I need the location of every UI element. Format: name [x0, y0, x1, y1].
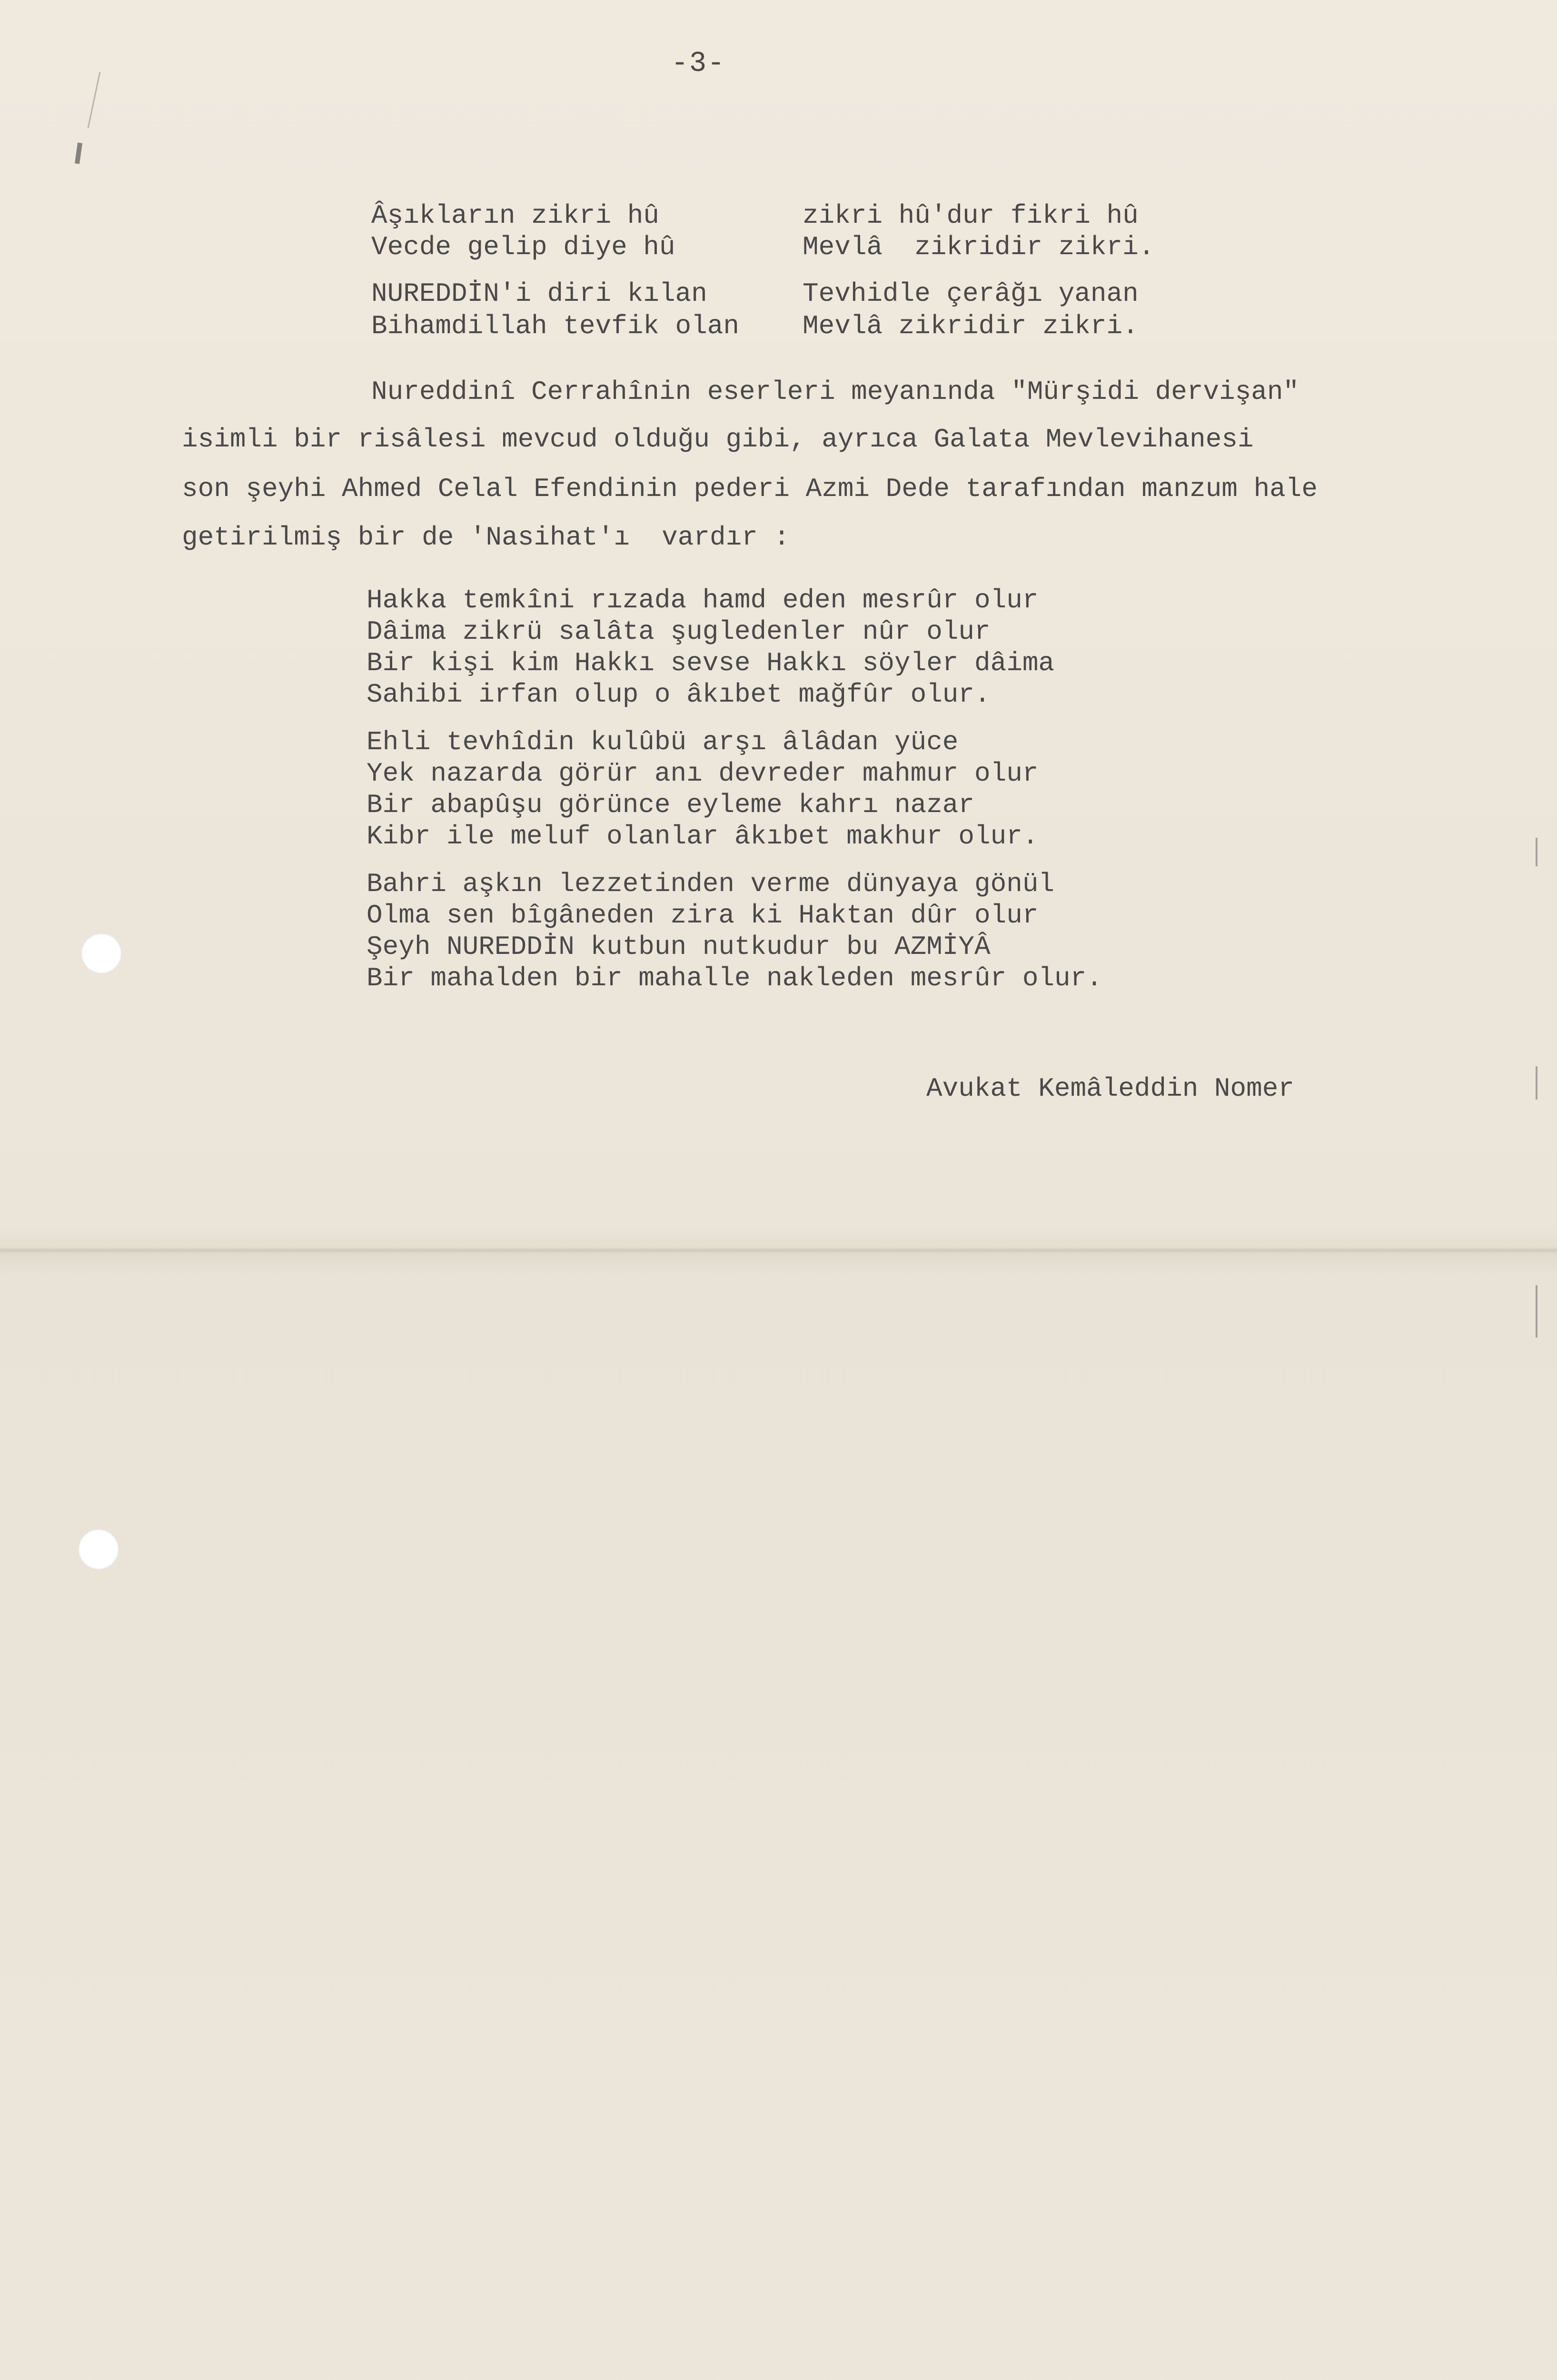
poem-line: Bahri aşkın lezzetinden verme dünyaya gönül [367, 869, 1055, 899]
poem-line: Şeyh NUREDDİN kutbun nutkudur bu AZMİYÂ [367, 932, 991, 962]
poem-line: Bir kişi kim Hakkı sevse Hakkı söyler dâima [367, 648, 1055, 678]
verse-line: Tevhidle çerâğı yanan [803, 278, 1139, 309]
poem-line: Hakka temkîni rızada hamd eden mesrûr olur [367, 585, 1039, 615]
punch-hole [81, 933, 122, 974]
verse-line: Mevlâ zikridir zikri. [803, 232, 1155, 262]
paper-fold [0, 1247, 1557, 1254]
paragraph-line: isimli bir risâlesi mevcud olduğu gibi, ayrıca Galata Mevlevihanesi [182, 424, 1254, 455]
paragraph-line: son şeyhi Ahmed Celal Efendinin pederi Azmi Dede tarafından manzum hale [182, 474, 1318, 504]
poem-line: Bir abapûşu görünce eyleme kahrı nazar [367, 790, 975, 820]
edge-mark [1536, 1285, 1537, 1338]
punch-hole [78, 1529, 119, 1570]
poem-line: Yek nazarda görür anı devreder mahmur olur [367, 758, 1039, 789]
verse-line: Mevlâ zikridir zikri. [803, 311, 1139, 341]
poem-line: Kibr ile meluf olanlar âkıbet makhur olur. [367, 821, 1039, 852]
poem-line: Dâima zikrü salâta şugledenler nûr olur [367, 616, 991, 647]
verse-line: Vecde gelip diye hû [371, 232, 675, 262]
edge-mark [1536, 838, 1537, 866]
poem-line: Olma sen bîgâneden zira ki Haktan dûr olur [367, 900, 1039, 931]
poem-line: Ehli tevhîdin kulûbü arşı âlâdan yüce [367, 727, 959, 757]
verse-line: Âşıkların zikri hû [371, 200, 659, 231]
verse-line: Bihamdillah tevfik olan [371, 311, 739, 341]
signature: Avukat Kemâleddin Nomer [926, 1073, 1294, 1104]
edge-mark [1536, 1066, 1537, 1100]
paragraph-line: getirilmiş bir de 'Nasihat'ı vardır : [182, 522, 790, 553]
verse-line: NUREDDİN'i diri kılan [371, 278, 707, 309]
page-number: -3- [671, 48, 726, 80]
poem-line: Sahibi irfan olup o âkıbet mağfûr olur. [367, 679, 991, 710]
verse-line: zikri hû'dur fikri hû [803, 200, 1139, 231]
poem-line: Bir mahalden bir mahalle nakleden mesrûr olur. [367, 963, 1102, 993]
paragraph-line: Nureddinî Cerrahînin eserleri meyanında "Mürşidi dervişan" [371, 377, 1299, 407]
